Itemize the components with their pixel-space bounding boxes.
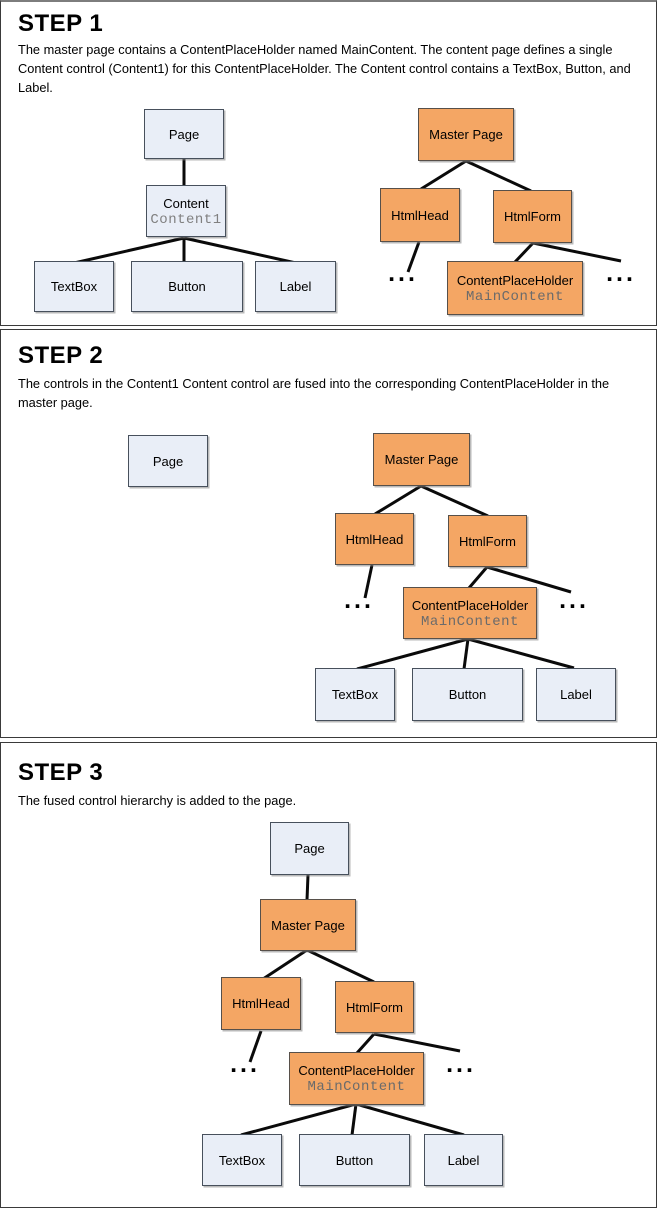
node-label: TextBox — [50, 279, 98, 294]
node-label: HtmlHead — [345, 531, 404, 547]
step3-ellipsis-left: ... — [230, 1050, 260, 1078]
node-label: ContentPlaceHolder — [411, 597, 529, 613]
step1-ellipsis-left: ... — [388, 259, 418, 287]
node-label: Page — [168, 126, 200, 142]
step1-htmlform-node — [493, 190, 572, 243]
node-label: ContentPlaceHolder — [298, 1063, 415, 1078]
node-id-label: Content1 — [150, 211, 222, 228]
node-label: Button — [168, 279, 206, 294]
step2-htmlhead-node — [335, 513, 414, 565]
step1-textbox-node — [34, 261, 114, 312]
step1-ellipsis-right: ... — [606, 259, 636, 287]
node-id-label: MainContent — [421, 613, 519, 630]
step1-panel — [0, 0, 657, 326]
step2-master-page-node — [373, 433, 470, 486]
step2-label-node — [536, 668, 616, 721]
node-label: Content — [163, 195, 209, 211]
node-label: HtmlForm — [503, 209, 562, 224]
node-label: Master Page — [271, 917, 345, 933]
step3-description: The fused control hierarchy is added to the page. — [18, 793, 297, 808]
node-label: Label — [560, 687, 592, 702]
step3-label-node — [424, 1134, 503, 1186]
node-label: Master Page — [384, 452, 459, 467]
step2-textbox-node — [315, 668, 395, 721]
node-label: Page — [152, 453, 184, 469]
step2-htmlform-node — [448, 515, 527, 567]
step3-button-node — [299, 1134, 410, 1186]
step3-contentplaceholder-node — [289, 1052, 424, 1105]
step1-description: The master page contains a ContentPlaceHolder named MainContent. The content page defines a single Content control (Content1) for this ContentPlaceHolder. The Content control contains a TextBox, Button, and Label. — [18, 42, 631, 95]
node-id-label: MainContent — [307, 1079, 406, 1095]
step1-page-node — [144, 109, 224, 159]
step3-master-page-node — [260, 899, 356, 951]
step1-contentplaceholder-node — [447, 261, 583, 315]
node-label: Master Page — [429, 127, 503, 142]
node-label: TextBox — [331, 687, 379, 702]
node-label: HtmlHead — [391, 207, 449, 223]
step3-ellipsis-right: ... — [446, 1050, 476, 1078]
node-label: Button — [335, 1152, 374, 1168]
node-label: ContentPlaceHolder — [456, 272, 574, 288]
node-label: Button — [448, 687, 487, 702]
step3-htmlform-node — [335, 981, 414, 1033]
step1-title: STEP 1 — [18, 10, 104, 37]
step3-textbox-node — [202, 1134, 282, 1186]
step2-button-node — [412, 668, 523, 721]
step2-title: STEP 2 — [18, 342, 104, 369]
step1-htmlhead-node — [380, 188, 460, 242]
step3-title: STEP 3 — [18, 759, 104, 786]
step2-page-node — [128, 435, 208, 487]
node-label: Label — [279, 279, 312, 294]
step3-panel — [0, 742, 657, 1208]
step1-button-node — [131, 261, 243, 312]
node-id-label: MainContent — [466, 288, 564, 305]
step2-ellipsis-left: ... — [344, 586, 374, 614]
node-label: TextBox — [218, 1152, 266, 1168]
step1-label-node — [255, 261, 336, 312]
step2-contentplaceholder-node — [403, 587, 537, 639]
step1-master-page-node — [418, 108, 514, 161]
step2-description: The controls in the Content1 Content control are fused into the corresponding ContentPlaceHolder in the master page. — [18, 376, 610, 410]
node-label: HtmlHead — [232, 996, 290, 1011]
step2-ellipsis-right: ... — [559, 586, 589, 614]
node-label: Label — [447, 1152, 480, 1168]
step2-panel — [0, 329, 657, 738]
node-label: Page — [294, 841, 325, 856]
step3-htmlhead-node — [221, 977, 301, 1030]
step1-content-node — [146, 185, 226, 237]
node-label: HtmlForm — [345, 999, 404, 1015]
step3-page-node — [270, 822, 349, 875]
node-label: HtmlForm — [458, 533, 517, 549]
